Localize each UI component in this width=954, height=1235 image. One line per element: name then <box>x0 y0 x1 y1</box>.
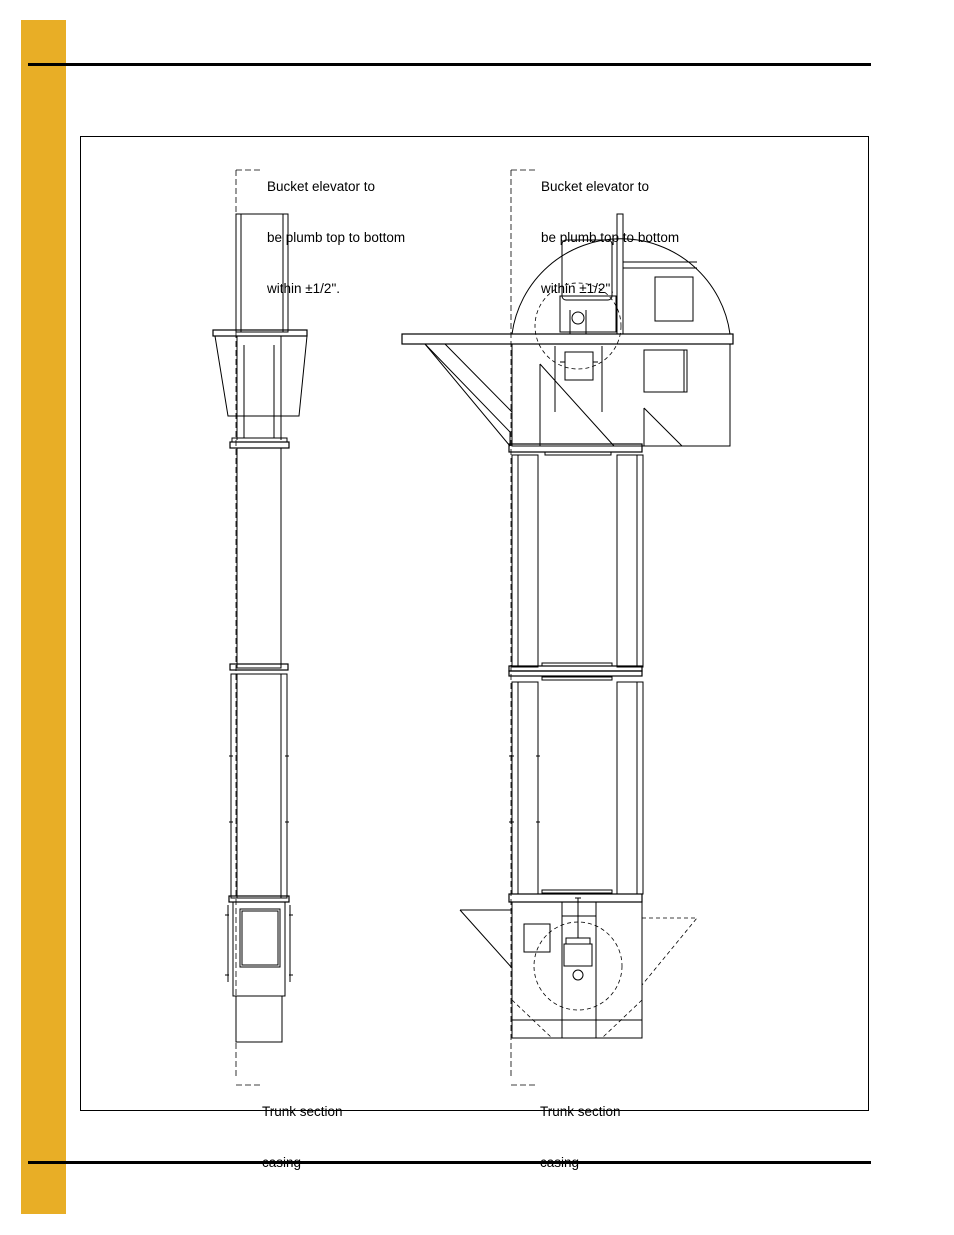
side-view-boot <box>233 902 285 996</box>
front-view-upper-trunk-left <box>512 455 538 667</box>
note-line: Trunk section <box>540 1104 621 1119</box>
side-view-trunk-note <box>262 1069 343 1188</box>
front-view-lower-trunk-left <box>512 682 538 894</box>
front-view-discharge-spout <box>644 408 682 446</box>
front-view-inspection-door <box>644 350 684 392</box>
note-line: within ±1/2". <box>541 281 614 296</box>
front-view-trunk-note <box>540 1069 621 1188</box>
front-view-platform <box>402 334 733 344</box>
side-view-boot-window <box>242 911 278 965</box>
front-view-plumb-note <box>541 144 679 314</box>
side-view-plumb-note <box>267 144 405 314</box>
note-line: Trunk section <box>262 1104 343 1119</box>
note-line: Bucket elevator to <box>267 179 376 194</box>
front-view-inlet-hopper-right <box>642 918 697 985</box>
side-view-hood <box>215 336 307 416</box>
note-line: casing <box>540 1155 580 1170</box>
note-line: Bucket elevator to <box>541 179 650 194</box>
front-view-boot-window <box>524 924 550 952</box>
front-view-upper-trunk-right <box>617 455 643 667</box>
note-line: be plumb top to bottom <box>541 230 680 245</box>
side-view-upper-trunk <box>237 448 281 668</box>
note-line: casing <box>262 1155 302 1170</box>
note-line: within ±1/2". <box>267 281 340 296</box>
front-view-inlet-hopper-left <box>460 910 512 968</box>
side-view-lower-trunk <box>231 674 287 898</box>
front-view-lower-trunk-right <box>617 682 643 894</box>
note-line: be plumb top to bottom <box>267 230 406 245</box>
